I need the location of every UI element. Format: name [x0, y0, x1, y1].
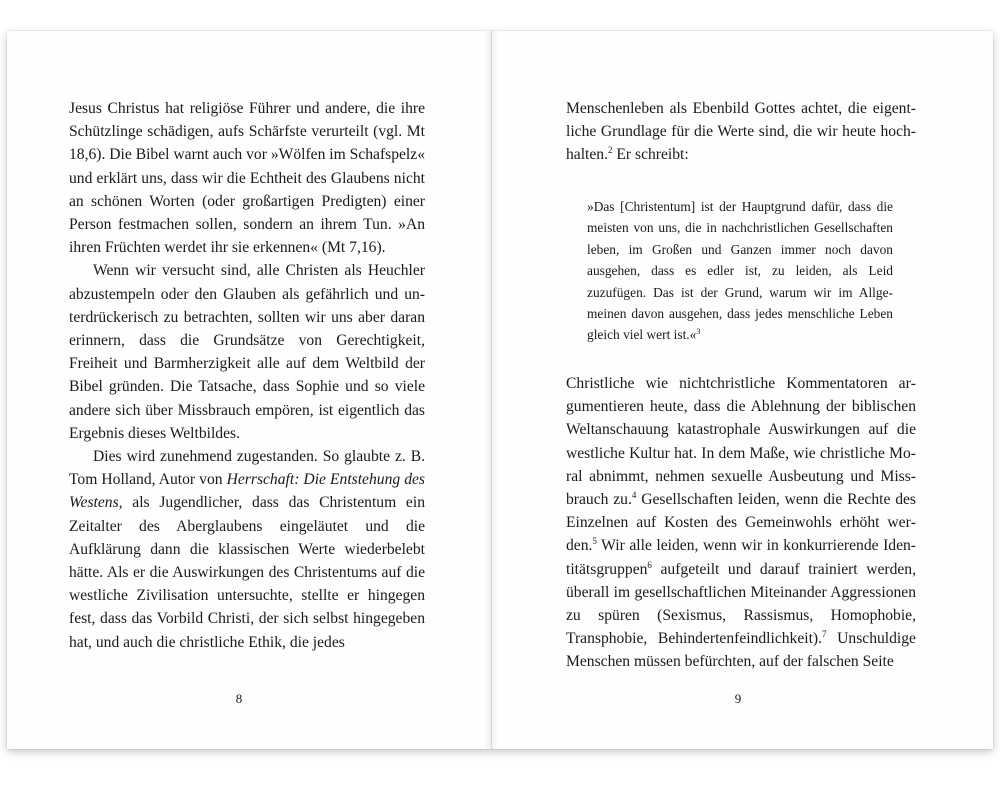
paragraph: Dies wird zunehmend zugestanden. So glaubte z. B. Tom Holland, Autor von Herrschaft: Die Entstehung des Westens, als Jugendlicher, dass das Christentum ein Zeitalter des Aberglaubens eingeläutet und die Aufklärung dann die klassischen Werte wiederbelebt hätte. Als er die Auswirkungen des Christentums auf die westliche Zivilisation untersuchte, stellte er hingegen fest, dass das Vorbild Christi, der sich selbst hingegeben hat, und auch die christliche Ethik, die jedes [69, 448, 426, 651]
page-number: 8 [235, 691, 243, 706]
right-page [492, 31, 993, 749]
block-quote: »Das [Christentum] ist der Hauptgrund dafür, dass die meisten von uns, die in nachchristlichen Gesellschaften leben, im Großen und Ganzen immer noch davon ausgehen, dass es edler ist, zu leiden, als Leid zuzufügen. Das ist der Grund, warum wir im Allgemeinen davon ausgehen, dass jedes menschliche Leben gleich viel wert ist.«$^3$ [587, 199, 893, 343]
paragraph: Wenn wir versucht sind, alle Christen als Heuchler abzustempeln oder den Glauben als gefährlich und unterdrückerisch zu betrachten, sollten wir uns aber daran erinnern, dass die Grundsätze von Gerechtigkeit, Freiheit und Barmherzigkeit alle auf dem Weltbild der Bibel gründen. Die Tatsache, dass Sophie und so viele andere sich über Missbrauch empören, ist eigentlich das Ergebnis dieses Weltbildes. [69, 262, 425, 442]
book-title: Herrschaft: Die Entstehung des Westens, [69, 471, 426, 512]
footnote-ref: 4 [631, 490, 637, 501]
footnote-ref: 5 [592, 536, 597, 547]
book-spread [7, 31, 993, 749]
paragraph: Menschenleben als Ebenbild Gottes achtet, die eigentliche Grundlage für die Werte sind, die wir heute hochhalten.$^2$ Er schreibt: [566, 100, 916, 164]
page-number: 9 [734, 691, 742, 706]
paragraph: Christliche wie nichtchristliche Kommentatoren argumentieren heute, dass die Ablehnung der biblischen Weltanschauung katastrophale Auswirkungen auf die westliche Kultur hat. In dem Maße, wie christliche Moral abnimmt, nehmen sexuelle Ausbeutung und Missbrauch zu.$^4$ Gesellschaften leiden, wenn die Rechte des Einzelnen auf Kosten des Gemeinwohls erhöht werden.$^5$ Wir alle leiden, wenn wir in konkurrierende Identitätsgruppen$^6$ aufgeteilt und darauf trainiert werden, überall im gesellschaftlichen Miteinander Aggressionen zu spüren (Sexismus, Rassismus, Homophobie, Transphobie, Behindertenfeindlichkeit).$^7$ Unschuldige Menschen müssen befürchten, auf der falschen Seite [566, 375, 916, 671]
left-page-body [69, 97, 425, 654]
footnote-ref: 6 [647, 559, 652, 570]
right-page-top-paragraph [566, 97, 916, 167]
left-page [7, 31, 492, 749]
footnote-ref: 3 [696, 327, 701, 337]
footnote-ref: 7 [822, 629, 827, 640]
book-gutter [483, 31, 499, 749]
paragraph: Jesus Christus hat religiöse Führer und andere, die ihre Schützlinge schädigen, aufs Schärfste verurteilt (vgl. Mt 18,6). Die Bibel warnt auch vor »Wölfen im Schafspelz« und erklärt uns, dass wir die Echtheit des Glaubens nicht an schönen Worten (oder großartigen Predigten) einer Person festmachen sollen, sondern an ihrem Tun. »An ihren Früchten werdet ihr sie erkennen« (Mt 7,16). [69, 100, 425, 257]
right-page-bottom-paragraph [566, 372, 916, 674]
footnote-ref: 2 [608, 145, 613, 156]
